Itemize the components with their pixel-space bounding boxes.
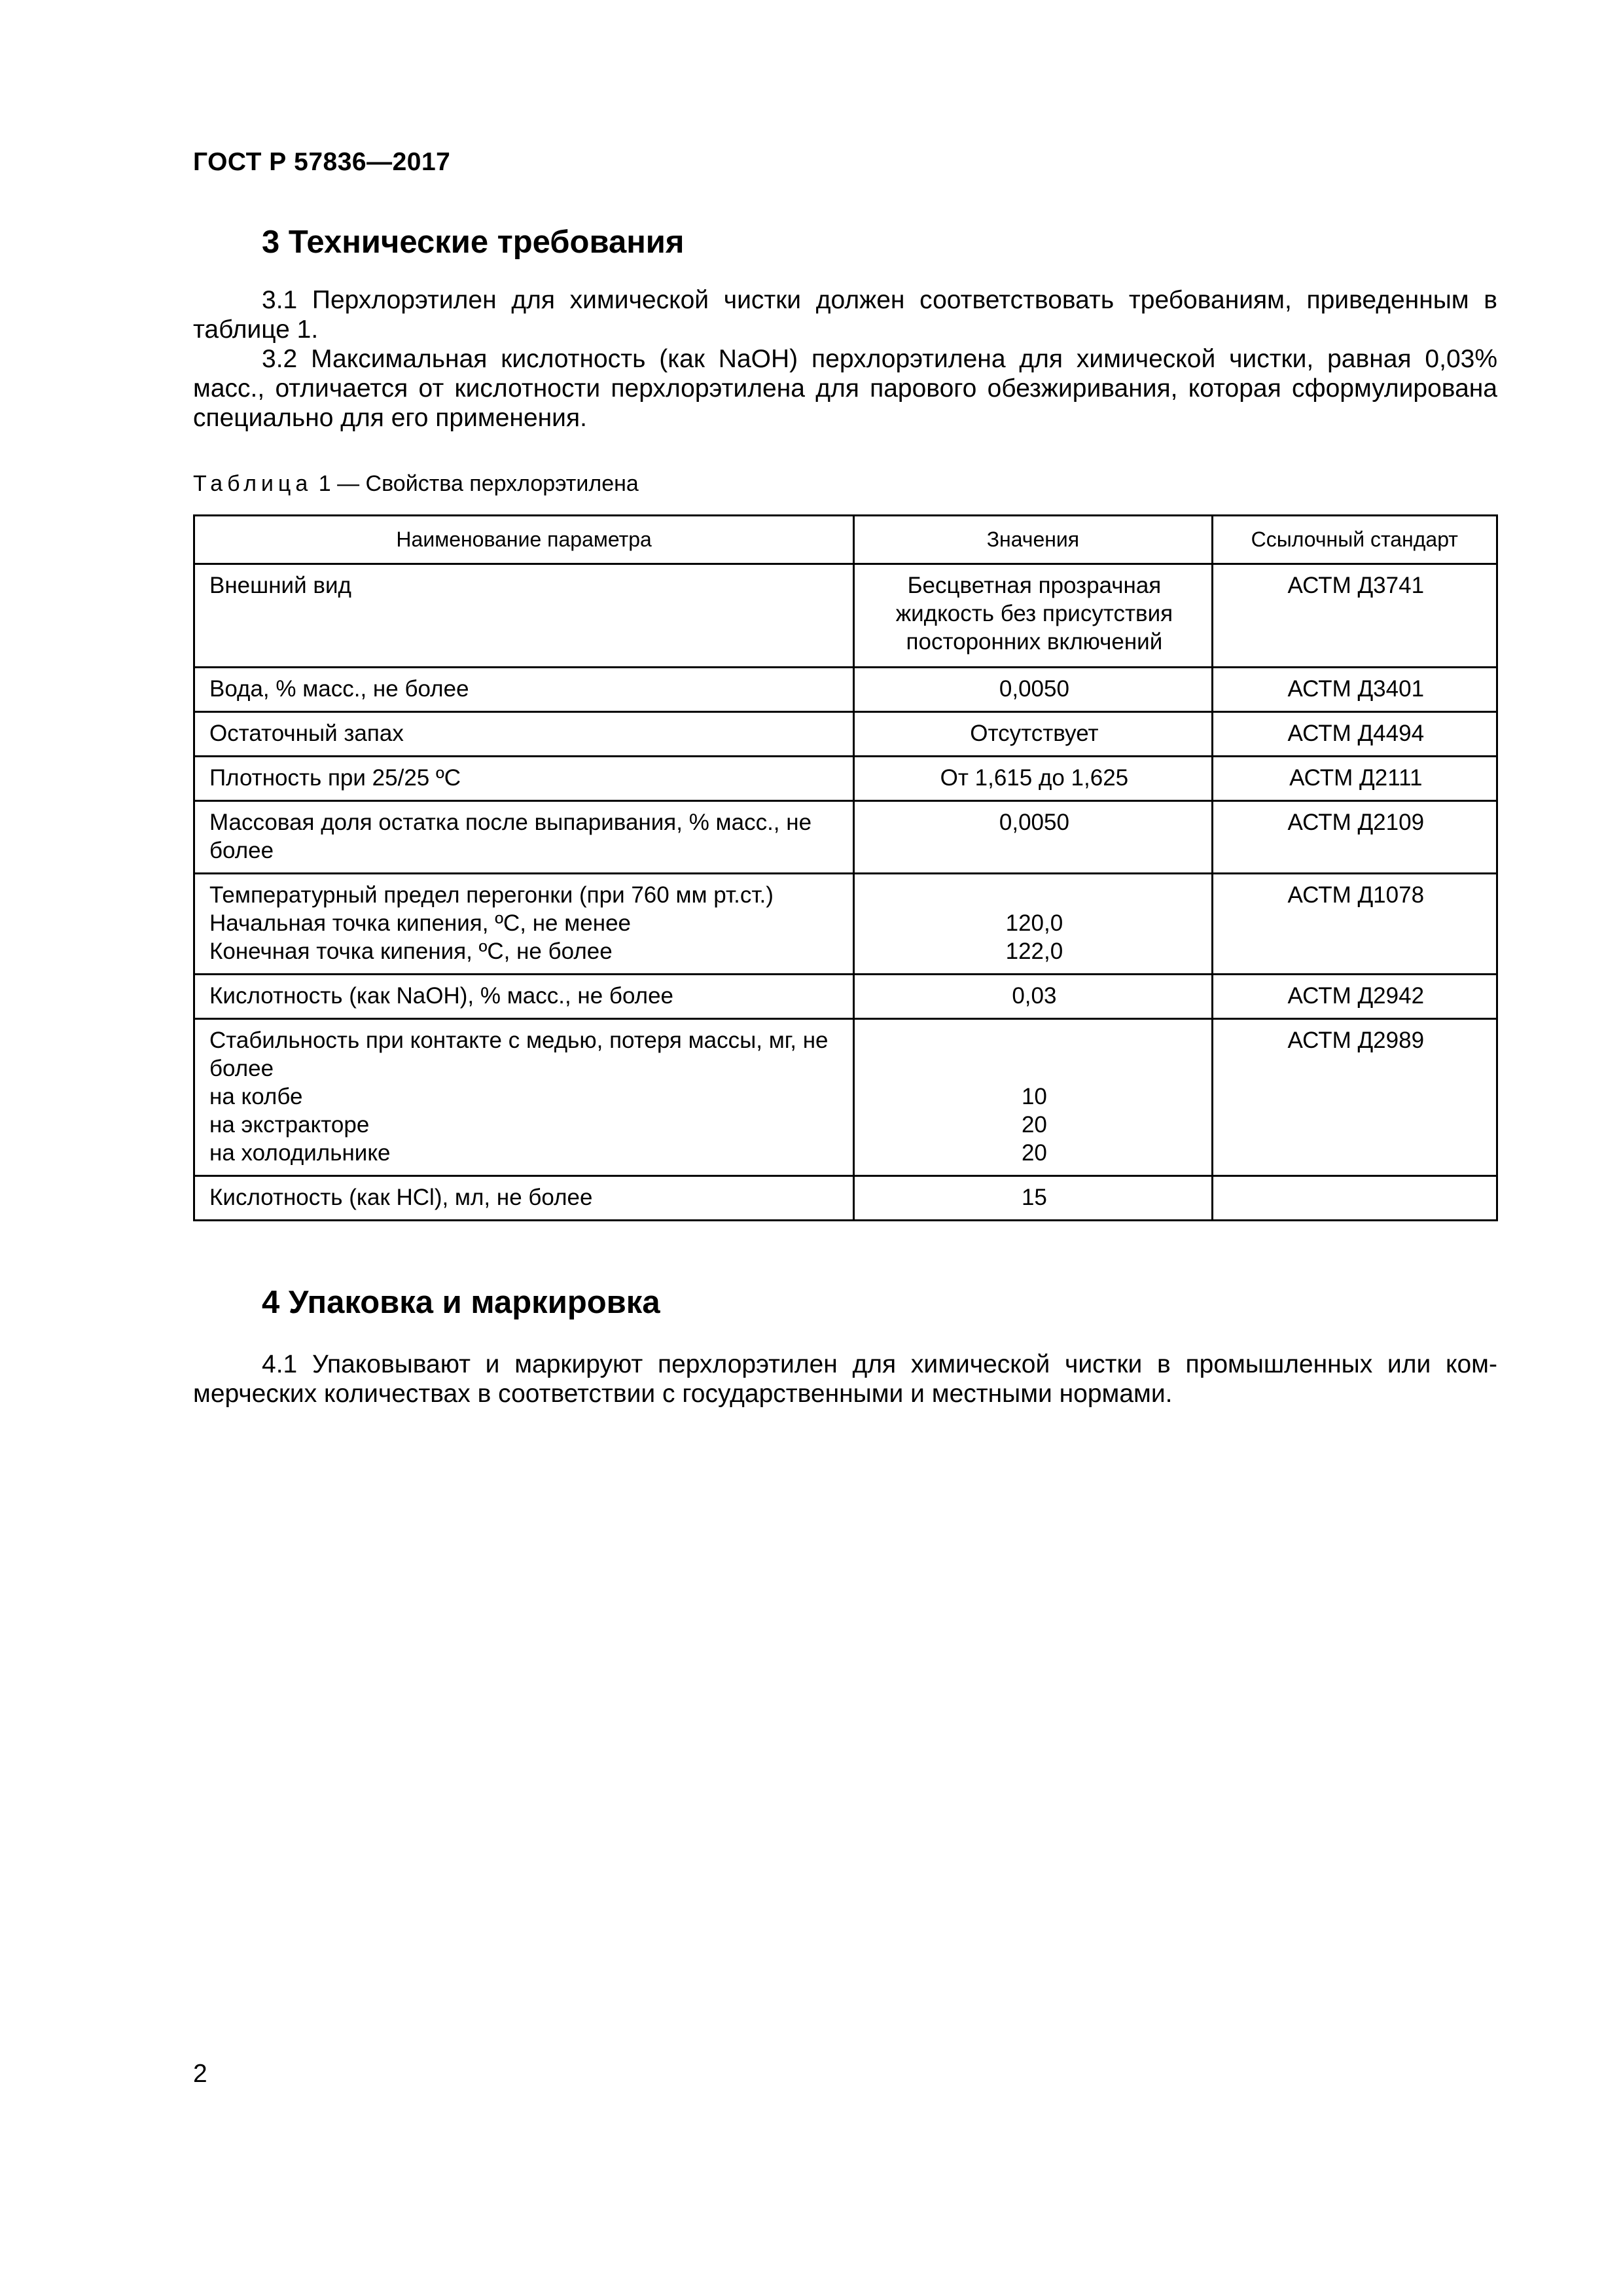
value-cell: От 1,615 до 1,625 <box>854 757 1212 801</box>
standard-cell: АСТМ Д2989 <box>1212 1019 1497 1176</box>
table-row <box>194 1176 1497 1221</box>
value-cell: Бесцветная прозрачная жидкость без присутствия посторонних включений <box>854 564 1212 668</box>
value-line: 120,0 <box>1005 910 1063 936</box>
value-cell: 15 <box>854 1176 1212 1221</box>
table-row <box>194 668 1497 712</box>
paragraph-3-1-text: 3.1 Перхлорэтилен для химической чистки должен соответствовать требованиям, приведенным в таблице 1. <box>193 286 1497 344</box>
param-line: Конечная точка кипения, ºС, не более <box>209 939 613 964</box>
paragraph-4-1-text: 4.1 Упаковывают и маркируют перхлорэтилен для химической чистки в промышленных или коммерческих количествах в соответствии с государственными и местными нормами. <box>193 1350 1497 1408</box>
table-row <box>194 564 1497 668</box>
param-line: Стабильность при контакте с медью, потеря массы, мг, не более <box>209 1028 829 1081</box>
paragraph-3-2 <box>193 344 1497 433</box>
table-header-row <box>194 516 1497 564</box>
properties-table <box>193 514 1498 1221</box>
value-cell <box>854 1019 1212 1176</box>
value-cell: Отсутствует <box>854 712 1212 757</box>
value-cell: 0,0050 <box>854 668 1212 712</box>
table-row <box>194 1019 1497 1176</box>
table-caption <box>193 471 639 497</box>
document-code: ГОСТ Р 57836—2017 <box>193 148 451 176</box>
header-parameter: Наименование параметра <box>194 516 854 564</box>
value-line: 122,0 <box>1005 939 1063 964</box>
table-caption-label: Таблица <box>193 471 313 496</box>
value-line: 10 <box>1021 1084 1047 1109</box>
value-line: 20 <box>1021 1112 1047 1138</box>
page-number: 2 <box>193 2060 207 2088</box>
param-line: на экстракторе <box>209 1112 370 1138</box>
value-cell: 0,03 <box>854 975 1212 1019</box>
standard-cell: АСТМ Д2942 <box>1212 975 1497 1019</box>
param-cell <box>194 874 854 975</box>
table-row <box>194 975 1497 1019</box>
standard-cell: АСТМ Д2109 <box>1212 801 1497 874</box>
value-cell <box>854 874 1212 975</box>
paragraph-3-1 <box>193 285 1497 344</box>
value-cell: 0,0050 <box>854 801 1212 874</box>
table-row <box>194 757 1497 801</box>
table-row <box>194 801 1497 874</box>
standard-cell <box>1212 1176 1497 1221</box>
paragraph-3-2-text: 3.2 Максимальная кислотность (как NaOH) перхлорэтилена для химической чистки, равная 0,03% масс., отличается от кислотности перхлорэтилена для парового обезжиривания, которая сформулирована специально для его применения. <box>193 345 1497 432</box>
param-cell: Вода, % масс., не более <box>194 668 854 712</box>
value-line: 20 <box>1021 1140 1047 1166</box>
header-values: Значения <box>854 516 1212 564</box>
standard-cell: АСТМ Д4494 <box>1212 712 1497 757</box>
param-line: на холодильнике <box>209 1140 391 1166</box>
param-cell: Остаточный запах <box>194 712 854 757</box>
param-line: Температурный предел перегонки (при 760 мм рт.ст.) <box>209 882 774 908</box>
standard-cell: АСТМ Д3401 <box>1212 668 1497 712</box>
section-4-title: 4 Упаковка и маркировка <box>262 1285 660 1320</box>
standard-cell: АСТМ Д3741 <box>1212 564 1497 668</box>
table-caption-text: 1 — Свойства перхлорэтилена <box>312 471 639 496</box>
table-row <box>194 874 1497 975</box>
standard-cell: АСТМ Д1078 <box>1212 874 1497 975</box>
paragraph-4-1 <box>193 1350 1497 1408</box>
standard-cell: АСТМ Д2111 <box>1212 757 1497 801</box>
section-3-title: 3 Технические требования <box>262 224 685 260</box>
param-cell: Внешний вид <box>194 564 854 668</box>
header-standard: Ссылочный стандарт <box>1212 516 1497 564</box>
param-cell: Плотность при 25/25 ºС <box>194 757 854 801</box>
param-line: на колбе <box>209 1084 303 1109</box>
table-row <box>194 712 1497 757</box>
param-line: Начальная точка кипения, ºС, не менее <box>209 910 632 936</box>
param-cell <box>194 1019 854 1176</box>
param-cell: Кислотность (как HCl), мл, не более <box>194 1176 854 1221</box>
param-cell: Массовая доля остатка после выпаривания, % масс., не более <box>194 801 854 874</box>
param-cell: Кислотность (как NaOH), % масс., не более <box>194 975 854 1019</box>
